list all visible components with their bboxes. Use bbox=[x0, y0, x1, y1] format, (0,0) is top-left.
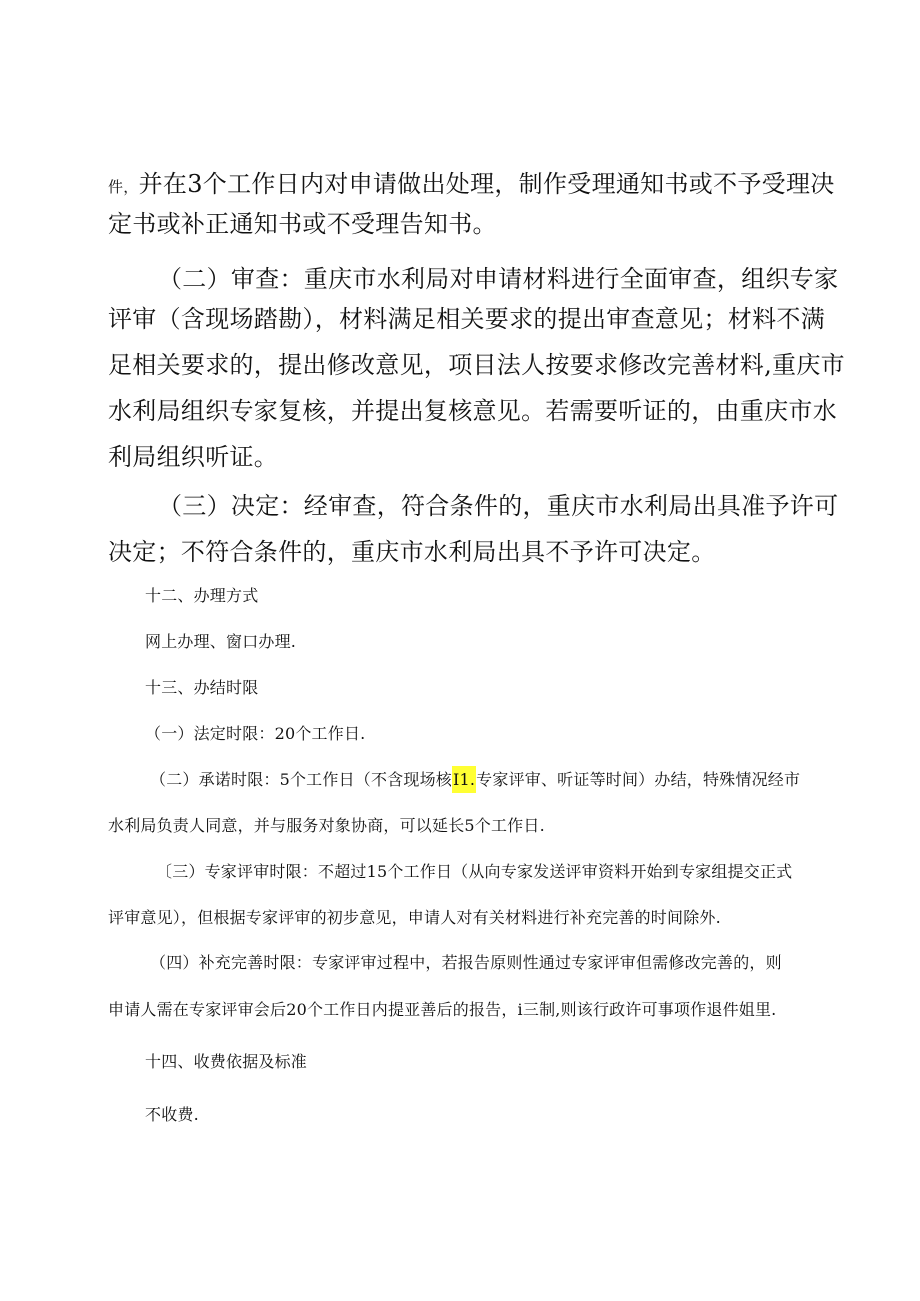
paragraph-review-line-5: 利局组织听证。 bbox=[108, 443, 279, 471]
handling-method-content: 网上办理、窗口办理. bbox=[145, 632, 297, 651]
time-limit-item-3-line-2: 评审意见），但根据专家评审的初步意见，申请人对有关材料进行补充完善的时间除外. bbox=[108, 908, 721, 927]
fees-content: 不收费. bbox=[145, 1105, 199, 1124]
item-2-after-text: 专家评审、听证等时间）办结，特殊情况经市 bbox=[476, 770, 801, 789]
paragraph-decision-line-1: （三）决定：经审查，符合条件的，重庆市水利局出具准予许可 bbox=[158, 492, 839, 520]
highlighted-text: I1. bbox=[452, 766, 476, 793]
section-heading-time-limit: 十三、办结时限 bbox=[145, 678, 259, 697]
paragraph-prefix: 件， bbox=[108, 178, 139, 196]
paragraph-review-line-4: 水利局组织专家复核，并提出复核意见。若需要听证的，由重庆市水 bbox=[108, 397, 837, 425]
time-limit-item-1: （一）法定时限：20个工作日. bbox=[145, 724, 366, 743]
paragraph-decision-line-2: 决定；不符合条件的，重庆市水利局出具不予许可决定。 bbox=[108, 538, 716, 566]
paragraph-review-line-3: 足相关要求的，提出修改意见，项目法人按要求修改完善材料,重庆市 bbox=[108, 351, 845, 379]
paragraph-review-line-1: （二）审查：重庆市水利局对申请材料进行全面审查，组织专家 bbox=[158, 265, 839, 293]
time-limit-item-4-line-1: （四）补充完善时限：专家评审过程中，若报告原则性通过专家评审但需修改完善的，则 bbox=[150, 953, 782, 972]
section-heading-fees: 十四、收费依据及标准 bbox=[145, 1052, 308, 1071]
time-limit-item-3-line-1: 〔三）专家评审时限：不超过15个工作日（从向专家发送评审资料开始到专家组提交正式 bbox=[156, 862, 793, 881]
paragraph-review-line-2: 评审（含现场踏勘），材料满足相关要求的提出审查意见；材料不满 bbox=[108, 305, 825, 333]
time-limit-item-2-line-2: 水利局负责人同意，并与服务对象协商，可以延长5个工作日. bbox=[108, 816, 545, 835]
item-2-before-text: （二）承诺时限：5个工作日（不含现场核 bbox=[150, 770, 452, 789]
paragraph-accept-line-1 bbox=[108, 164, 835, 199]
section-heading-handling-method: 十二、办理方式 bbox=[145, 586, 259, 605]
paragraph-accept-line-2: 定书或补正通知书或不受理告知书。 bbox=[108, 210, 497, 238]
time-limit-item-4-line-2: 申请人需在专家评审会后20个工作日内提亚善后的报告，i三制,则该行政许可事项作退件姐里. bbox=[108, 1000, 777, 1019]
time-limit-item-2-line-1 bbox=[150, 767, 800, 790]
paragraph-text: 并在3个工作日内对申请做出处理，制作受理通知书或不予受理决 bbox=[138, 170, 835, 198]
